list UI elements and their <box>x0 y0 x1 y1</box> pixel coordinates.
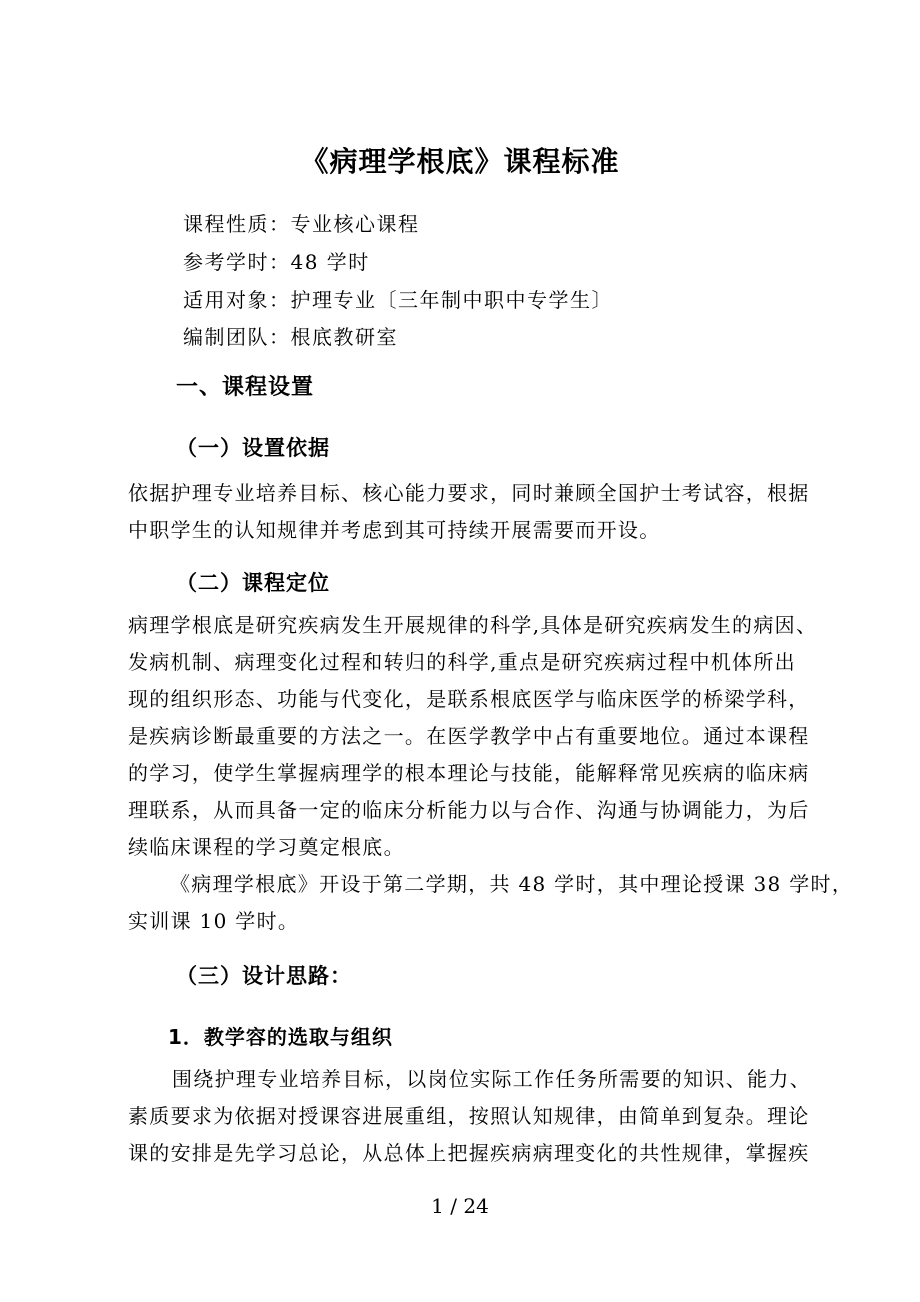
paragraph-line: 现的组织形态、功能与代变化，是联系根底医学与临床医学的桥梁学科， <box>128 687 810 711</box>
paragraph-line: 中职学生的认知规律并考虑到其可持续开展需要而开设。 <box>128 518 661 542</box>
paragraph-line: 《病理学根底》开设于第二学期，共 48 学时，其中理论授课 38 学时， <box>170 872 854 896</box>
meta-target-audience: 适用对象：护理专业〔三年制中职中专学生〕 <box>183 288 613 312</box>
subsection-heading-positioning: （二）课程定位 <box>176 571 330 595</box>
paragraph-line: 理联系，从而具备一定的临床分析能力以与合作、沟通与协调能力，为后 <box>128 798 810 822</box>
paragraph-basis <box>128 475 818 549</box>
paragraph-line: 发病机制、病理变化过程和转归的科学,重点是研究疾病过程中机体所出 <box>128 650 796 674</box>
item-heading-content-selection: 1．教学容的选取与组织 <box>168 1025 393 1049</box>
paragraph-line: 病理学根底是研究疾病发生开展规律的科学,具体是研究疾病发生的病因、 <box>128 613 818 637</box>
paragraph-line: 课的安排是先学习总论，从总体上把握疾病病理变化的共性规律，掌握疾 <box>128 1141 810 1165</box>
subsection-heading-basis: （一）设置依据 <box>176 436 330 460</box>
paragraph-line: 的学习，使学生掌握病理学的根本理论与技能，能解释常见疾病的临床病 <box>128 761 810 785</box>
paragraph-line: 依据护理专业培养目标、核心能力要求，同时兼顾全国护士考试容，根据 <box>128 481 810 505</box>
section-heading-course-setup: 一、课程设置 <box>176 375 315 400</box>
document-title: 《病理学根底》课程标准 <box>300 145 620 178</box>
subsection-heading-design: （三）设计思路： <box>176 964 352 988</box>
meta-team: 编制团队：根底教研室 <box>183 325 398 349</box>
meta-course-nature: 课程性质：专业核心课程 <box>183 212 420 236</box>
meta-credit-hours: 参考学时：48 学时 <box>183 250 370 274</box>
paragraph-positioning <box>128 607 818 866</box>
paragraph-line: 续临床课程的学习奠定根底。 <box>128 835 405 859</box>
paragraph-content-selection <box>128 1061 818 1172</box>
page-number: 1 / 24 <box>431 1194 489 1218</box>
paragraph-schedule <box>128 866 854 940</box>
paragraph-line: 素质要求为依据对授课容进展重组，按照认知规律，由简单到复杂。理论 <box>128 1104 810 1128</box>
paragraph-line: 围绕护理专业培养目标，以岗位实际工作任务所需要的知识、能力、 <box>172 1067 811 1091</box>
paragraph-line: 是疾病诊断最重要的方法之一。在医学教学中占有重要地位。通过本课程 <box>128 724 810 748</box>
paragraph-line: 实训课 10 学时。 <box>128 909 300 933</box>
